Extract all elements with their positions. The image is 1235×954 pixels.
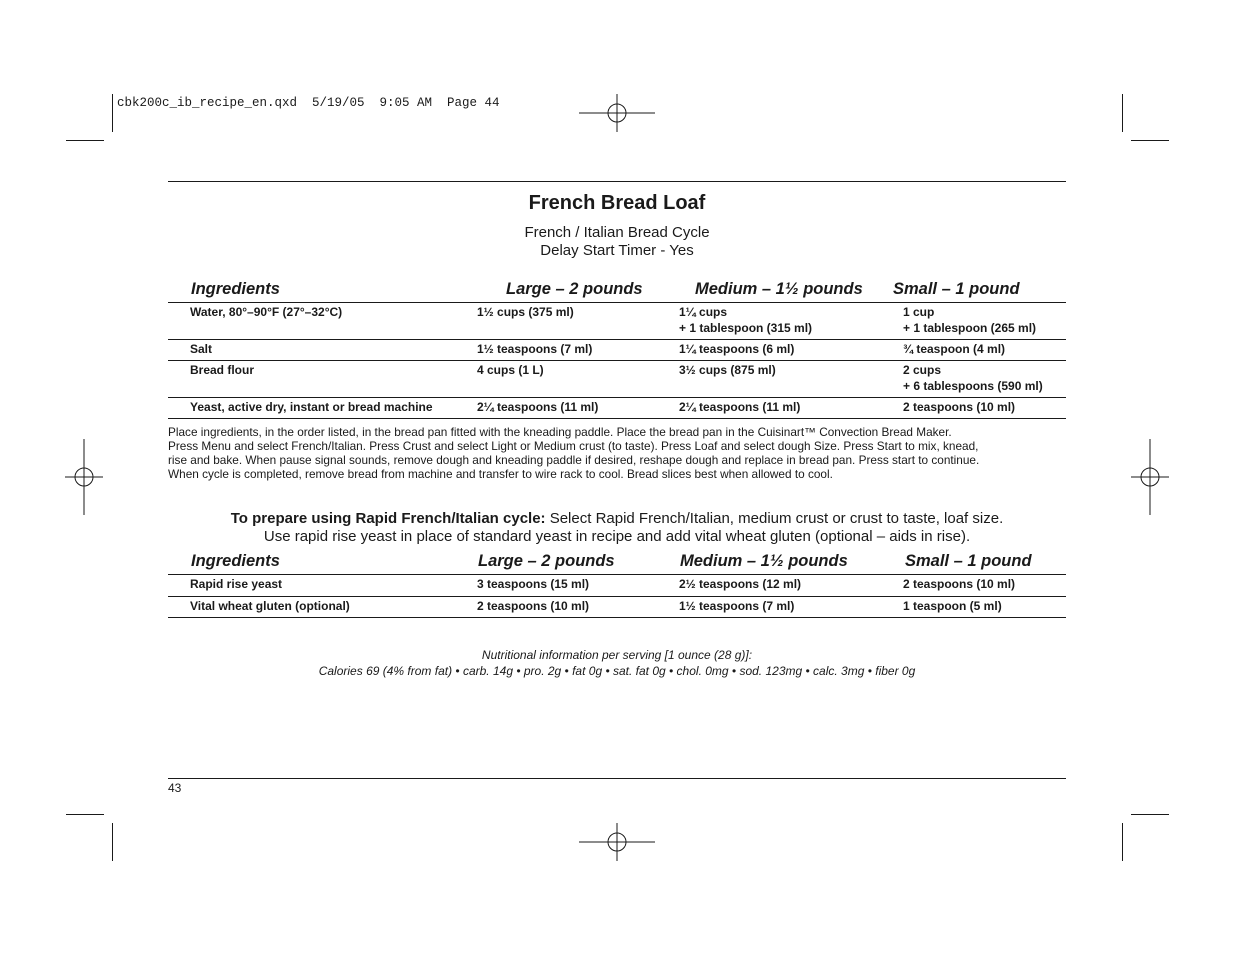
nutrition-values: Calories 69 (4% from fat) • carb. 14g • pro. 2g • fat 0g • sat. fat 0g • chol. 0mg • sod. 123mg • calc. 3mg • fiber 0g bbox=[318, 664, 916, 678]
registration-mark-icon bbox=[1112, 439, 1188, 515]
table2-cell: 2 teaspoons (10 ml) bbox=[477, 599, 590, 613]
table2-cell: Rapid rise yeast bbox=[190, 577, 283, 591]
table1-cell: 1½ teaspoons (7 ml) bbox=[477, 342, 593, 356]
table1-cell: 2 cups + 6 tablespoons (590 ml) bbox=[903, 363, 1043, 393]
table1-cell: 4 cups (1 L) bbox=[477, 363, 544, 377]
registration-mark-icon bbox=[579, 75, 655, 151]
table1-bottom-rule bbox=[168, 418, 1066, 419]
table1-cell: 2 teaspoons (10 ml) bbox=[903, 400, 1016, 414]
table2-cell: 1 teaspoon (5 ml) bbox=[903, 599, 1002, 613]
instructions-line: When cycle is completed, remove bread from machine and transfer to wire rack to cool. Bread slices best when allowed to cool. bbox=[168, 467, 833, 481]
cycle-subtitle: French / Italian Bread Cycle bbox=[524, 224, 710, 241]
table1-header-rule bbox=[168, 302, 1066, 303]
crop-mark bbox=[66, 140, 104, 141]
table2-header-medium: Medium – 1½ pounds bbox=[680, 552, 848, 570]
registration-mark-icon bbox=[579, 804, 655, 880]
table1-cell: 1¼ cups + 1 tablespoon (315 ml) bbox=[679, 305, 813, 335]
table1-row-rule bbox=[168, 397, 1066, 398]
table1-cell: Yeast, active dry, instant or bread machine bbox=[190, 400, 433, 414]
table2-cell: 1½ teaspoons (7 ml) bbox=[679, 599, 795, 613]
crop-mark bbox=[1131, 140, 1169, 141]
table1-cell: 1 cup + 1 tablespoon (265 ml) bbox=[903, 305, 1037, 335]
table2-header-large: Large – 2 pounds bbox=[478, 552, 615, 570]
footer-rule bbox=[168, 778, 1066, 779]
table1-cell: 2¼ teaspoons (11 ml) bbox=[477, 400, 599, 414]
table1-row-rule bbox=[168, 360, 1066, 361]
table1-cell: 1½ cups (375 ml) bbox=[477, 305, 574, 319]
table2-cell: Vital wheat gluten (optional) bbox=[190, 599, 350, 613]
file-slug: cbk200c_ib_recipe_en.qxd 5/19/05 9:05 AM Page 44 bbox=[117, 96, 500, 110]
instructions-line: Place ingredients, in the order listed, in the bread pan fitted with the kneading paddle. Place the bread pan in the Cuisinart™ Convection Bread Maker. bbox=[168, 425, 952, 439]
table2-header-small: Small – 1 pound bbox=[905, 552, 1032, 570]
instructions-line: rise and bake. When pause signal sounds, remove dough and kneading paddle if desired, reshape dough and replace in bread pan. Press start to continue. bbox=[168, 453, 980, 467]
rapid-cycle-note bbox=[168, 510, 1066, 546]
table2-cell: 3 teaspoons (15 ml) bbox=[477, 577, 590, 591]
table1-cell: Salt bbox=[190, 342, 213, 356]
crop-mark bbox=[1131, 814, 1169, 815]
instructions-line: Press Menu and select French/Italian. Press Crust and select Light or Medium crust (to taste). Press Loaf and select dough Size. Press Start to mix, knead, bbox=[168, 439, 979, 453]
table1-header-small: Small – 1 pound bbox=[893, 280, 1020, 298]
table1-cell: 1¼ teaspoons (6 ml) bbox=[679, 342, 795, 356]
table2-header-rule bbox=[168, 574, 1066, 575]
rapid-line-2: Use rapid rise yeast in place of standard yeast in recipe and add vital wheat gluten (optional – aids in rise). bbox=[263, 528, 971, 545]
top-rule bbox=[168, 181, 1066, 182]
crop-mark bbox=[1122, 94, 1123, 132]
crop-mark bbox=[112, 94, 113, 132]
registration-mark-icon bbox=[46, 439, 122, 515]
nutrition-heading: Nutritional information per serving [1 ounce (28 g)]: bbox=[481, 648, 753, 662]
table1-cell: ¾ teaspoon (4 ml) bbox=[903, 342, 1006, 356]
crop-mark bbox=[112, 823, 113, 861]
page-number: 43 bbox=[168, 781, 182, 795]
table2-cell: 2½ teaspoons (12 ml) bbox=[679, 577, 802, 591]
table1-header-ingredients: Ingredients bbox=[191, 280, 280, 298]
table1-cell: Water, 80°–90°F (27°–32°C) bbox=[190, 305, 343, 319]
rapid-lead: To prepare using Rapid French/Italian cycle: bbox=[230, 510, 546, 527]
table1-cell: 2¼ teaspoons (11 ml) bbox=[679, 400, 801, 414]
table2-row-rule bbox=[168, 596, 1066, 597]
crop-mark bbox=[1122, 823, 1123, 861]
crop-mark bbox=[66, 814, 104, 815]
table1-cell: 3½ cups (875 ml) bbox=[679, 363, 776, 377]
table2-header-ingredients: Ingredients bbox=[191, 552, 280, 570]
delay-subtitle: Delay Start Timer - Yes bbox=[540, 242, 694, 259]
table1-row-rule bbox=[168, 339, 1066, 340]
table2-bottom-rule bbox=[168, 617, 1066, 618]
table1-header-large: Large – 2 pounds bbox=[506, 280, 643, 298]
rapid-line-1 bbox=[168, 510, 1066, 528]
table1-cell: Bread flour bbox=[190, 363, 255, 377]
table2-cell: 2 teaspoons (10 ml) bbox=[903, 577, 1016, 591]
page-title: French Bread Loaf bbox=[528, 192, 706, 214]
table1-header-medium: Medium – 1½ pounds bbox=[695, 280, 863, 298]
rapid-text: Select Rapid French/Italian, medium crust or crust to taste, loaf size. bbox=[545, 510, 1004, 527]
instructions-paragraph bbox=[168, 425, 1068, 481]
